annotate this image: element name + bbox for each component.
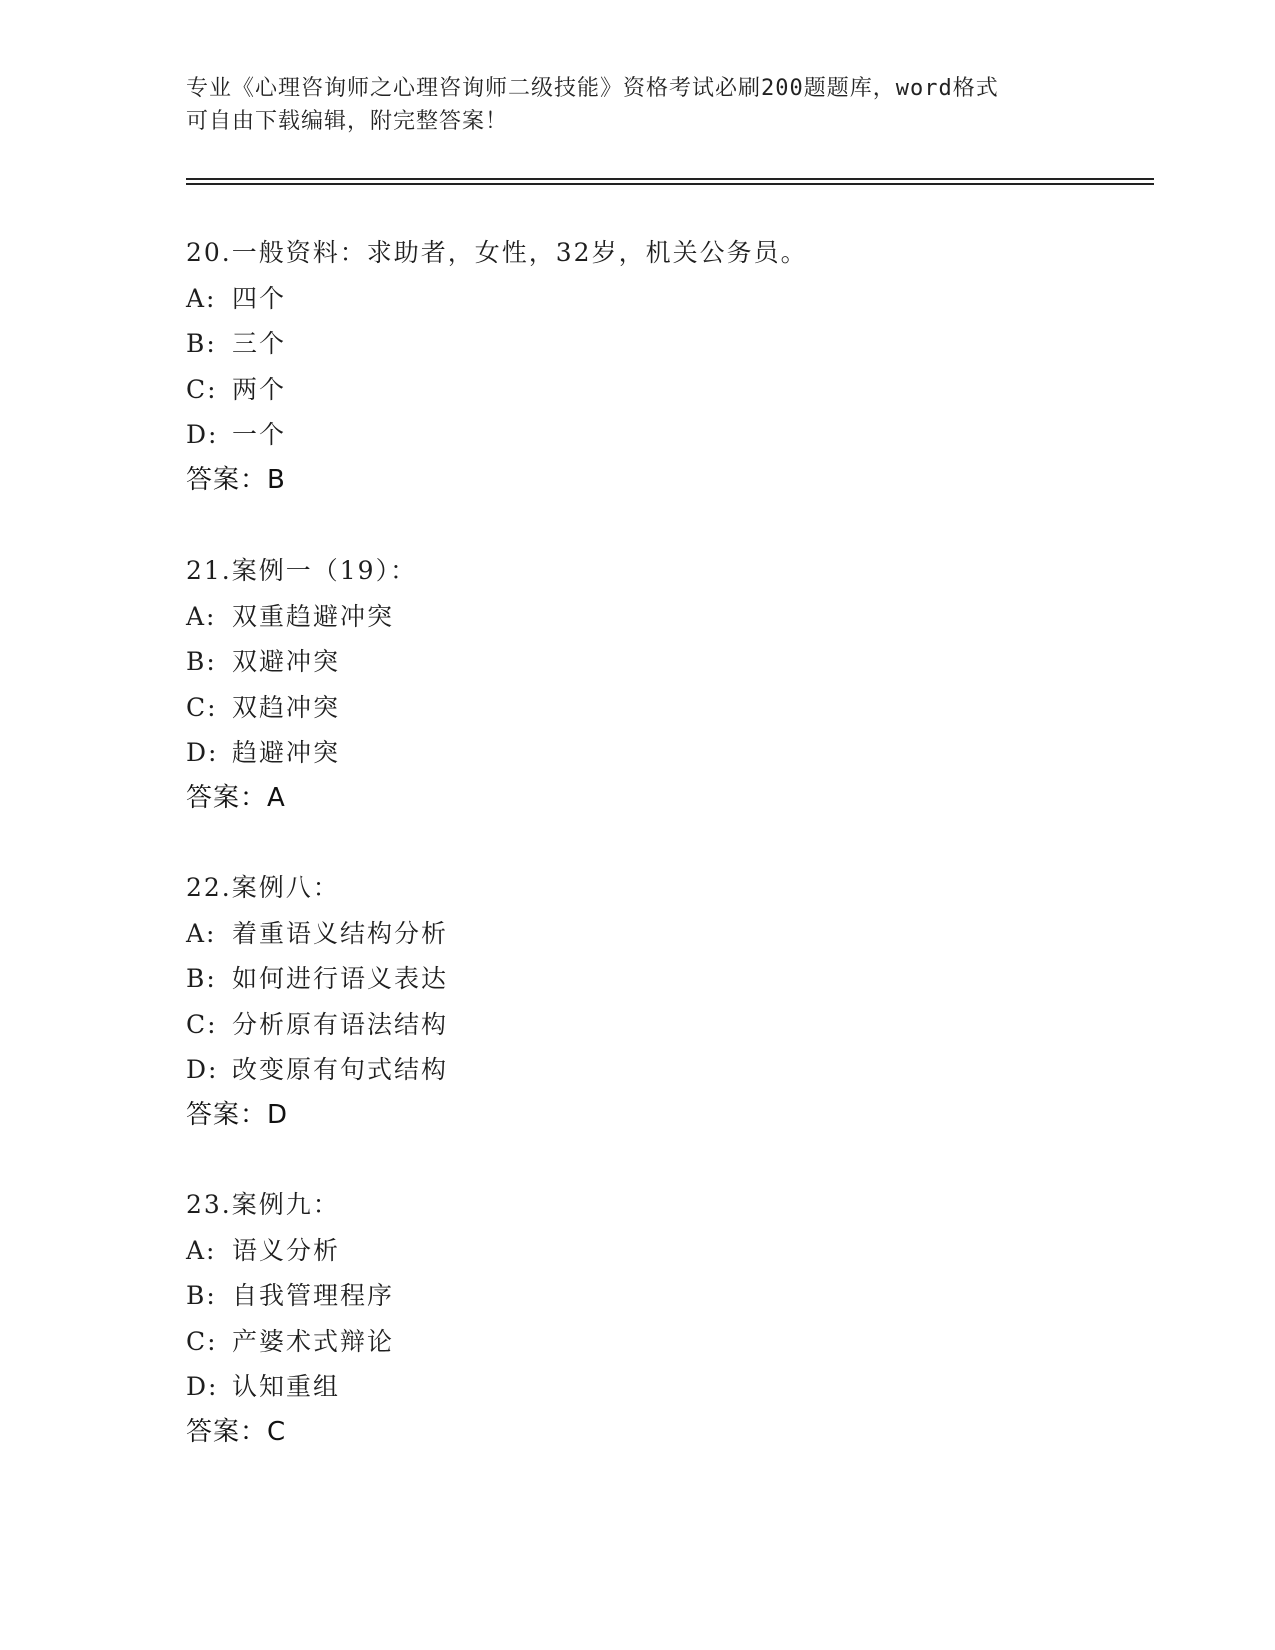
option-a [186,911,448,957]
option-key: B: [186,647,217,676]
option-key: B: [186,329,217,358]
question-22 [186,865,448,1138]
option-d [186,730,417,776]
header-line-2: 可自由下载编辑，附完整答案！ [186,109,509,134]
option-text: 三个 [232,329,287,358]
option-key: A: [186,283,217,313]
option-a [186,1228,394,1274]
option-text: 认知重组 [232,1372,341,1401]
option-c [186,685,417,731]
option-key: D: [186,1055,219,1084]
option-c [186,1319,394,1365]
header-line-1: 专业《心理咨询师之心理咨询师二级技能》资格考试必刷200题题库，word格式 [186,76,999,101]
option-text: 趋避冲突 [232,738,341,767]
option-text: 双趋冲突 [232,692,341,722]
document-header [186,72,1086,138]
option-d [186,1047,448,1093]
header-divider-top [186,178,1154,180]
option-text: 语义分析 [232,1235,341,1265]
option-text: 如何进行语义表达 [232,964,449,993]
option-key: C: [186,1326,218,1356]
option-b [186,639,417,685]
question-21 [186,548,417,821]
option-key: B: [186,1281,217,1310]
option-b [186,1273,394,1319]
question-stem: 20.一般资料：求助者，女性，32岁，机关公务员。 [186,238,808,267]
question-stem: 23.案例九： [186,1190,340,1219]
option-key: D: [186,1372,219,1401]
option-key: A: [186,1235,217,1265]
question-stem: 21.案例一（19）： [186,556,418,585]
option-text: 一个 [232,420,287,449]
answer: 答案：B [186,464,286,495]
option-text: 自我管理程序 [232,1281,395,1310]
option-d [186,1364,394,1410]
option-key: A: [186,918,217,948]
option-text: 四个 [232,283,287,313]
option-c [186,1002,448,1048]
option-a [186,276,808,322]
option-c [186,367,808,413]
option-d [186,412,808,458]
option-key: B: [186,964,217,993]
option-b [186,321,808,367]
option-text: 改变原有句式结构 [232,1055,449,1084]
question-20 [186,230,808,503]
question-23 [186,1182,394,1455]
header-divider-bottom [186,183,1154,185]
option-key: D: [186,738,219,767]
option-text: 双避冲突 [232,647,341,676]
option-text: 两个 [232,374,287,404]
option-text: 双重趋避冲突 [232,601,395,631]
option-a [186,594,417,640]
option-key: C: [186,692,218,722]
option-text: 分析原有语法结构 [232,1009,449,1039]
option-key: A: [186,601,217,631]
question-stem: 22.案例八： [186,873,340,902]
option-key: C: [186,1009,218,1039]
option-key: C: [186,374,218,404]
option-text: 产婆术式辩论 [232,1326,395,1356]
option-key: D: [186,420,219,449]
answer: 答案：A [186,782,286,813]
answer: 答案：D [186,1099,289,1130]
answer: 答案：C [186,1416,287,1447]
option-text: 着重语义结构分析 [232,918,449,948]
option-b [186,956,448,1002]
